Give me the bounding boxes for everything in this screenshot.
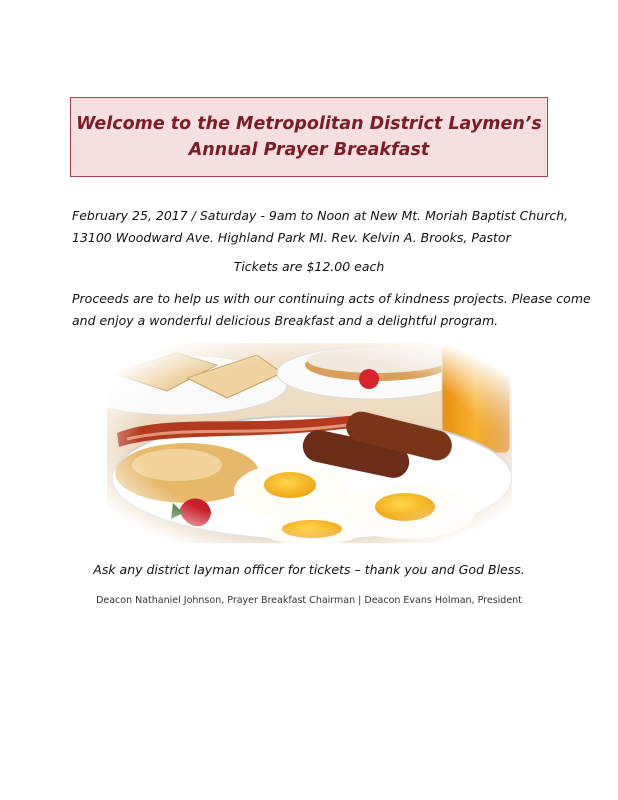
footer-signatures: Deacon Nathaniel Johnson, Prayer Breakfast Chairman | Deacon Evans Holman, President <box>96 595 522 606</box>
proceeds-text <box>72 288 591 332</box>
ask-for-tickets: Ask any district layman officer for tickets – thank you and God Bless. <box>93 562 525 577</box>
event-line-1: February 25, 2017 / Saturday - 9am to Noon at New Mt. Moriah Baptist Church, <box>72 208 569 223</box>
ticket-price: Tickets are $12.00 each <box>233 259 385 274</box>
title-line-1: Welcome to the Metropolitan District Laymen’s <box>76 114 542 134</box>
proceeds-line-1: Proceeds are to help us with our continuing acts of kindness projects. Please come <box>72 291 591 306</box>
title-banner <box>70 97 548 177</box>
event-line-2: 13100 Woodward Ave. Highland Park MI. Rev. Kelvin A. Brooks, Pastor <box>72 230 511 245</box>
title-line-2: Annual Prayer Breakfast <box>188 140 430 160</box>
breakfast-photo <box>107 343 512 543</box>
event-details <box>72 205 569 249</box>
proceeds-line-2: and enjoy a wonderful delicious Breakfast and a delightful program. <box>72 313 499 328</box>
